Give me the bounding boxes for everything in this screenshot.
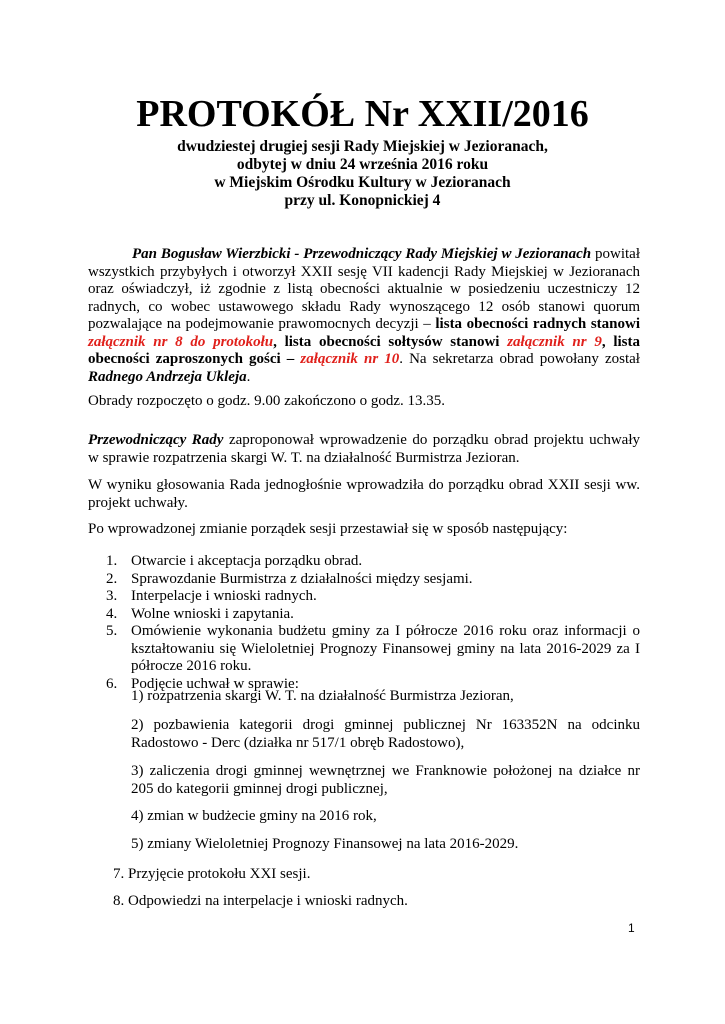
intro-text: . Na sekretarza obrad powołany został [399, 351, 640, 367]
agenda-item [106, 623, 640, 676]
resolution-item: 1) rozpatrzenia skargi W. T. na działalność Burmistrza Jezioran, [131, 688, 514, 704]
vote-paragraph: W wyniku głosowania Rada jednogłośnie wprowadziła do porządku obrad XXII sesji ww. projekt uchwały. [88, 477, 640, 511]
session-hours: Obrady rozpoczęto o godz. 9.00 zakończono o godz. 13.35. [88, 393, 445, 409]
agenda-item [106, 553, 640, 571]
agenda-item-number: 6. [106, 675, 118, 692]
attendance-list-label: , lista obecności sołtysów stanowi [273, 333, 500, 350]
subtitle-line: w Miejskim Ośrodku Kultury w Jezioranach [214, 174, 511, 191]
agenda-item [106, 571, 640, 589]
agenda-item-number: 4. [106, 605, 118, 622]
agenda-item [106, 588, 640, 606]
resolution-item: 3) zaliczenia drogi gminnej wewnętrznej we Franknowie położonej na działce nr 205 do kategorii gminnej drogi publicznej, [131, 763, 640, 797]
chairman-name: Pan Bogusław Wierzbicki - Przewodniczący Rady Miejskiej w Jezioranach [132, 246, 592, 262]
secretary-name: Radnego Andrzeja Ukleja [88, 368, 247, 385]
document-title: PROTOKÓŁ Nr XXII/2016 [136, 93, 589, 135]
subtitle-line: przy ul. Konopnickiej 4 [284, 192, 441, 209]
agenda-item-text: Otwarcie i akceptacja porządku obrad. [131, 553, 363, 569]
attendance-list-label: lista obecności radnych stanowi [435, 316, 640, 332]
subtitle-line: dwudziestej drugiej sesji Rady Miejskiej w Jezioranach, [177, 138, 548, 155]
agenda-item-text: Podjęcie uchwał w sprawie: [131, 675, 299, 692]
intro-text: powitał wszystkich przybyłych i otworzył XXII sesję VII kadencji Rady Miejskiej w Jezioranach oraz oświadczył, iż zgodnie z listą obecności aktualnie w posiedzeniu uczestniczy 12 radnych, co wobec ustawowego składu Rady wynoszącego 12 osób stanowi quorum pozwalające na podejmowanie prawomocnych decyzji – [88, 246, 640, 332]
subtitle-line: odbytej w dniu 24 września 2016 roku [236, 156, 489, 173]
agenda-item-number: 2. [106, 570, 118, 587]
resolution-item: 2) pozbawienia kategorii drogi gminnej publicznej Nr 163352N na odcinku Radostowo - Derc (działka nr 517/1 obręb Radostowo), [131, 717, 640, 751]
attendance-list-label: , lista obecności zaproszonych gości – [88, 333, 640, 367]
agenda-item-number: 3. [106, 588, 118, 604]
proposal-speaker: Przewodniczący Rady [88, 432, 224, 448]
proposal-text: zaproponował wprowadzenie do porządku obrad projektu uchwały w sprawie rozpatrzenia skargi W. T. na działalność Burmistrza Jezioran. [88, 432, 640, 466]
attachment-ref: załącznik nr 10 [294, 351, 400, 367]
attachment-ref: załącznik nr 8 do protokołu [88, 333, 274, 350]
agenda-item-text: Omówienie wykonania budżetu gminy za I półrocze 2016 roku oraz informacji o kształtowaniu się Wieloletniej Prognozy Finansowej gminy na lata 2016-2029 za I półrocze 2016 roku. [131, 623, 640, 674]
resolution-item: 4) zmian w budżecie gminy na 2016 rok, [131, 808, 377, 824]
agenda-item-text: Interpelacje i wnioski radnych. [131, 588, 317, 604]
document-subtitle [0, 138, 725, 210]
intro-paragraph [88, 246, 640, 386]
proposal-paragraph [88, 432, 640, 467]
agenda-list [106, 553, 640, 693]
agenda-item-number: 5. [106, 623, 118, 639]
agenda-item-7: 7. Przyjęcie protokołu XXI sesji. [113, 866, 311, 882]
agenda-intro: Po wprowadzonej zmianie porządek sesji przestawiał się w sposób następujący: [88, 521, 568, 537]
page-number: 1 [628, 921, 635, 935]
agenda-item-number: 1. [106, 553, 118, 569]
agenda-item-text: Sprawozdanie Burmistrza z działalności między sesjami. [131, 570, 473, 587]
agenda-item-8: 8. Odpowiedzi na interpelacje i wnioski radnych. [113, 893, 408, 909]
agenda-item-text: Wolne wnioski i zapytania. [131, 605, 294, 622]
intro-text: . [246, 368, 251, 385]
agenda-item [106, 606, 640, 624]
resolution-item: 5) zmiany Wieloletniej Prognozy Finansowej na lata 2016-2029. [131, 836, 519, 852]
attachment-ref: załącznik nr 9 [499, 333, 602, 350]
